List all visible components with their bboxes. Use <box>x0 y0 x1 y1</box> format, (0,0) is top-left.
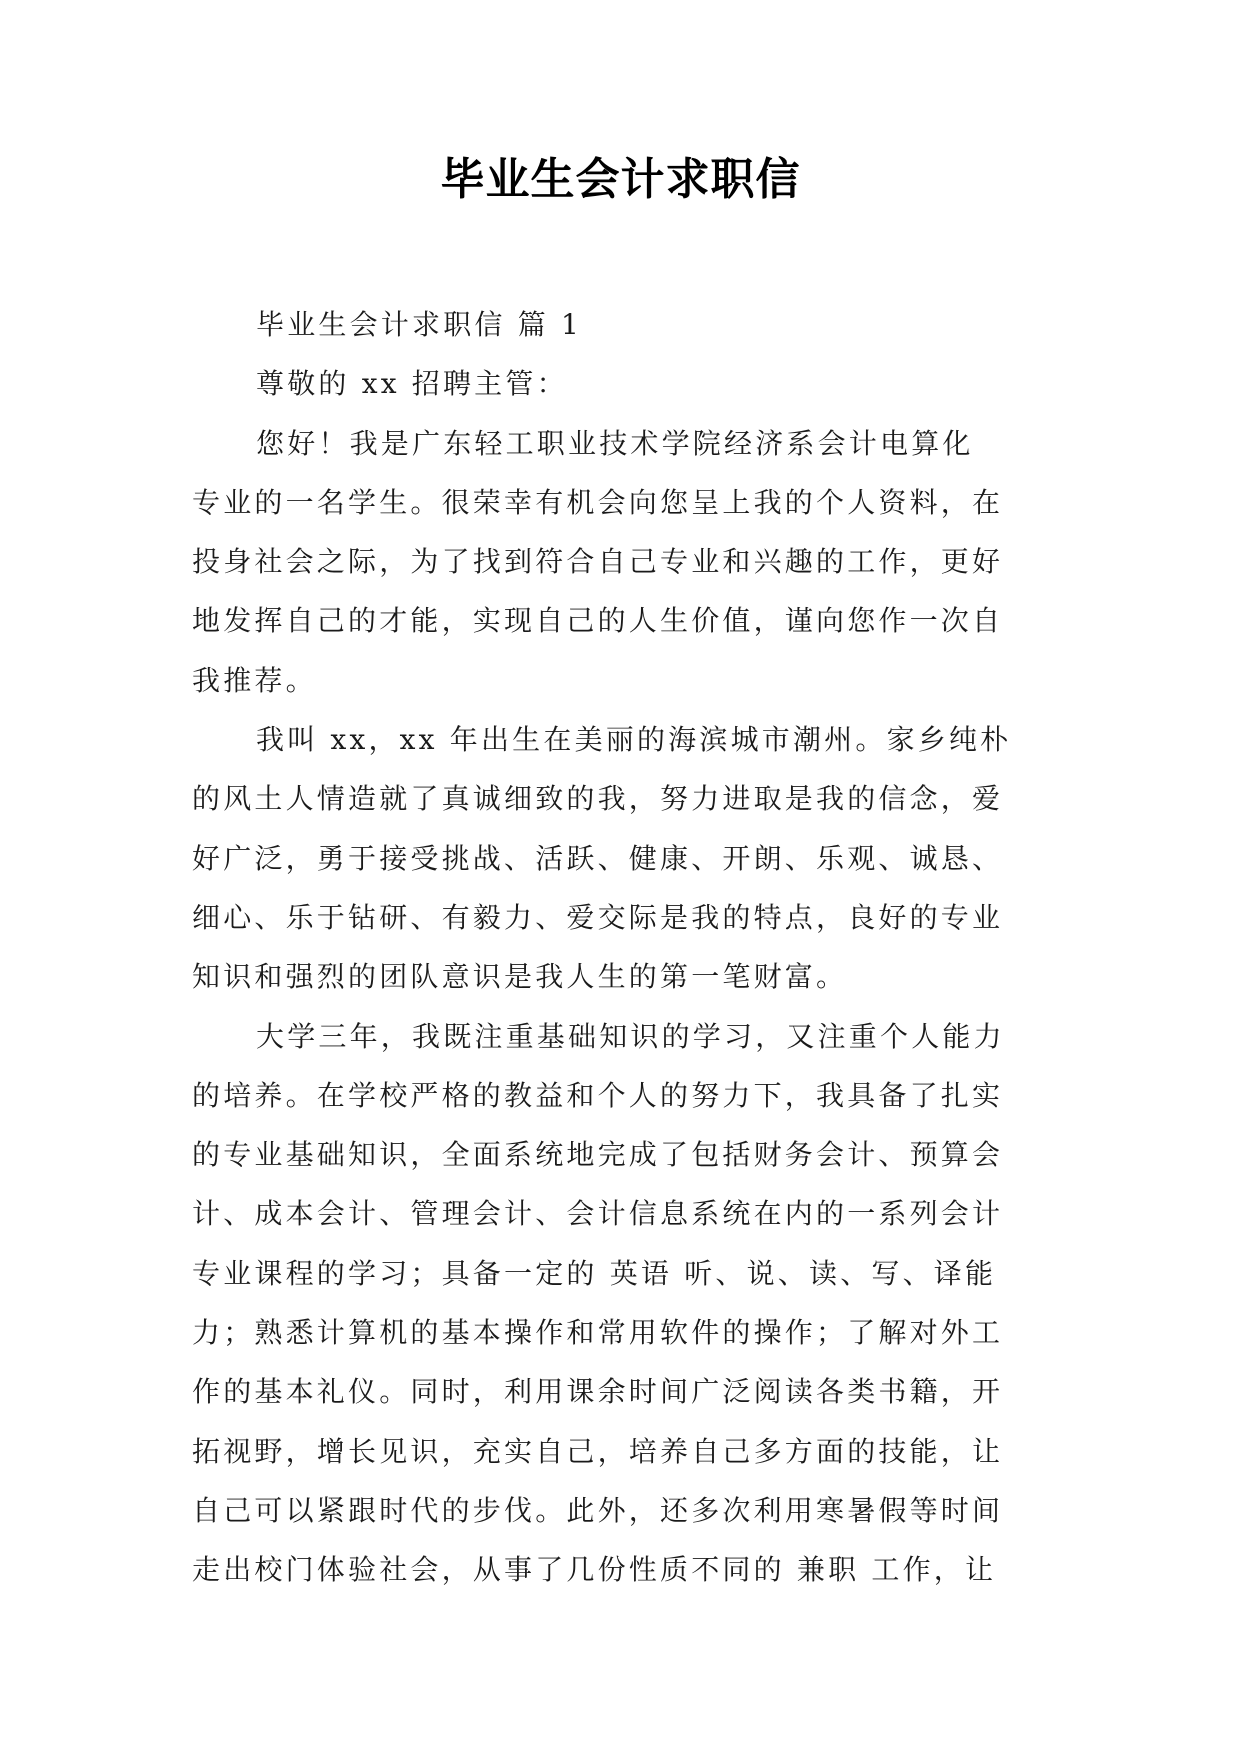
text-line: 大学三年，我既注重基础知识的学习，又注重个人能力 <box>256 1019 1005 1053</box>
text-line: 专业的一名学生。很荣幸有机会向您呈上我的个人资料，在 <box>192 485 1004 519</box>
text-line: 您好！我是广东轻工职业技术学院经济系会计电算化 <box>256 426 974 460</box>
text-line: 走出校门体验社会，从事了几份性质不同的 兼职 工作，让 <box>192 1553 997 1587</box>
text-line: 知识和强烈的团队意识是我人生的第一笔财富。 <box>192 960 848 994</box>
text-line: 细心、乐于钻研、有毅力、爱交际是我的特点，良好的专业 <box>192 900 1004 934</box>
text-line: 拓视野，增长见识，充实自己，培养自己多方面的技能，让 <box>192 1434 1004 1468</box>
text-line: 计、成本会计、管理会计、会计信息系统在内的一系列会计 <box>192 1197 1004 1231</box>
text-line: 自己可以紧跟时代的步伐。此外，还多次利用寒暑假等时间 <box>192 1493 1004 1527</box>
text-line: 的专业基础知识，全面系统地完成了包括财务会计、预算会 <box>192 1138 1004 1172</box>
text-line: 力；熟悉计算机的基本操作和常用软件的操作；了解对外工 <box>192 1316 1004 1350</box>
text-line: 我叫 xx，xx 年出生在美丽的海滨城市潮州。家乡纯朴 <box>256 723 1012 757</box>
document-title: 毕业生会计求职信 <box>440 154 801 205</box>
text-line: 尊敬的 xx 招聘主管： <box>256 367 568 401</box>
text-line: 毕业生会计求职信 篇 1 <box>256 308 583 341</box>
text-line: 专业课程的学习；具备一定的 英语 听、说、读、写、译能 <box>192 1256 997 1290</box>
text-line: 的培养。在学校严格的教益和个人的努力下，我具备了扎实 <box>192 1078 1004 1112</box>
text-line: 地发挥自己的才能，实现自己的人生价值，谨向您作一次自 <box>192 604 1004 638</box>
text-line: 投身社会之际，为了找到符合自己专业和兴趣的工作，更好 <box>192 545 1004 579</box>
text-line: 好广泛，勇于接受挑战、活跃、健康、开朗、乐观、诚恳、 <box>192 841 1004 875</box>
text-line: 我推荐。 <box>192 663 317 697</box>
text-line: 作的基本礼仪。同时，利用课余时间广泛阅读各类书籍，开 <box>192 1375 1004 1409</box>
text-line: 的风土人情造就了真诚细致的我，努力进取是我的信念，爱 <box>192 782 1004 816</box>
document-body <box>192 295 1072 1600</box>
